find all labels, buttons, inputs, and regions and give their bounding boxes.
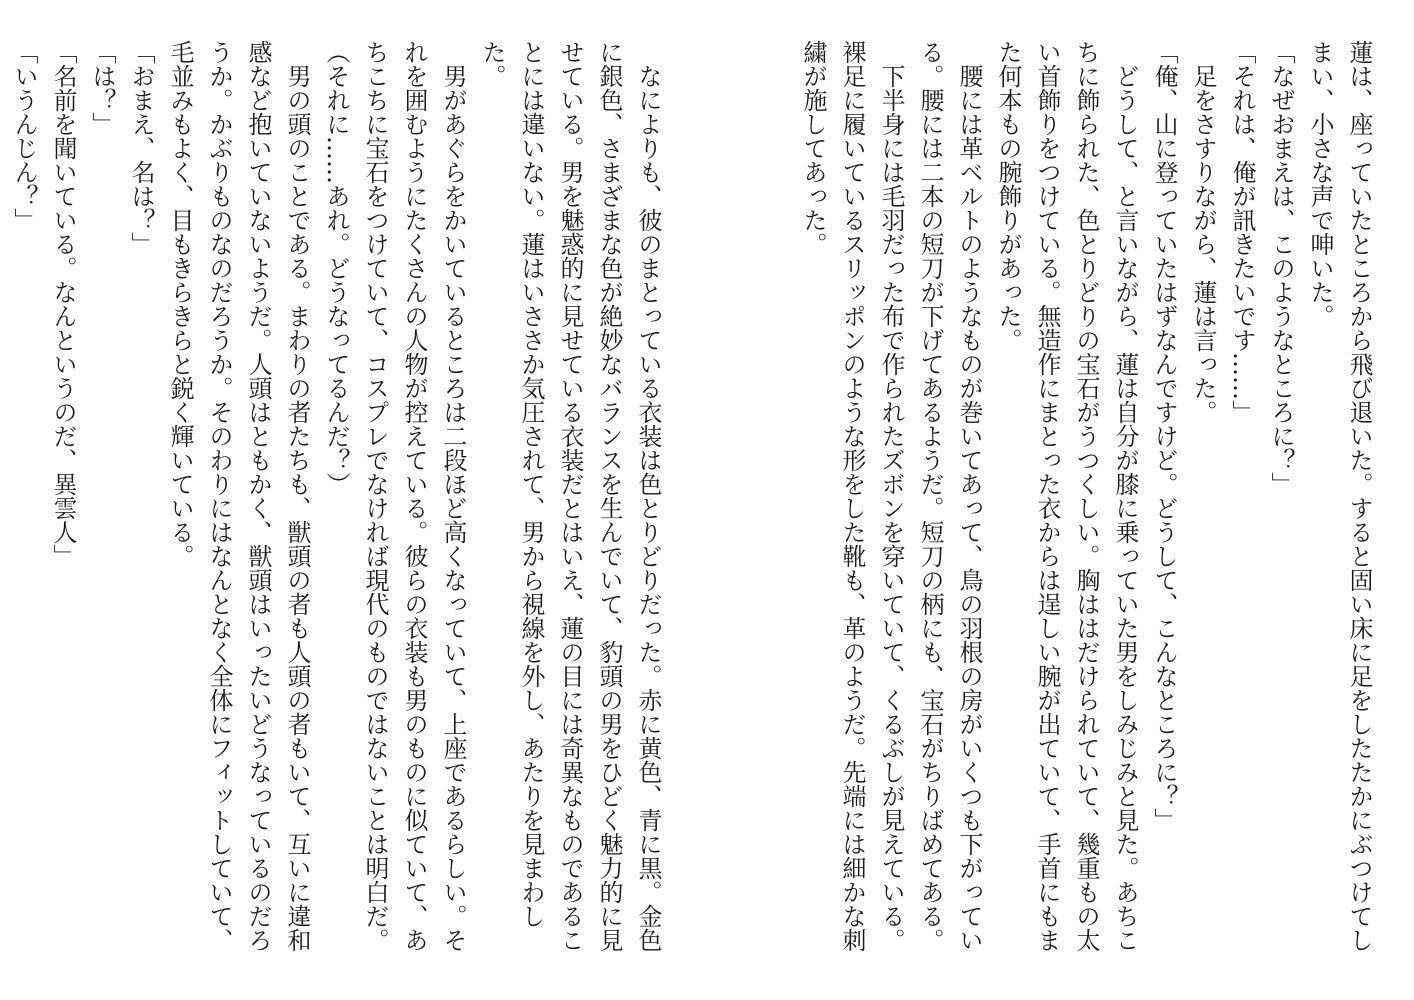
- dialogue-line: 「俺、山に登っていたはずなんですけど。どうして、こんなところに？」: [1150, 40, 1178, 832]
- paragraph: なによりも、彼のまとっている衣装は色とりどりだった。赤に黄色、青に黒。金色に銀色、さまざまな色が絶妙なバランスを生んでいて、豹頭の男をひどく魅力的に見せている。男を魅惑的に見せている衣装だとはいえ、蓮の目には奇異なものであることには違いない。蓮はいささか気圧されて、男から視線を外し、あたりを見まわした。: [478, 40, 662, 952]
- left-page: [10, 40, 667, 970]
- dialogue-line: 「いうんじん？」: [10, 40, 38, 232]
- paragraph: 下半身には毛羽だった布で作られたズボンを穿いていて、くるぶしが見えている。裸足に履いているスリッポンのような形をした靴も、革のようだ。先端には細かな刺繍が施してあった。: [799, 40, 905, 952]
- dialogue-line: 「は？」: [88, 40, 116, 136]
- paragraph: 男があぐらをかいているところは二段ほど高くなっていて、上座であるらしい。それを囲むようにたくさんの人物が控えている。彼らの衣装も男のものに似ていて、あちこちに宝石をつけていて、コスプレでなければ現代のものではないことは明白だ。: [361, 40, 467, 952]
- paragraph: 蓮は、座っていたところから飛び退いた。すると固い床に足をしたたかにぶつけてしまい、小さな声で呻いた。: [1306, 40, 1373, 952]
- dialogue-line: 「名前を聞いている。なんというのだ、異雲人」: [49, 40, 77, 568]
- thought-line: （それに……あれ。どうなってるんだ？）: [322, 40, 350, 496]
- dialogue-line: 「おまえ、名は？」: [127, 40, 155, 256]
- paragraph: 足をさすりながら、蓮は言った。: [1189, 64, 1217, 424]
- right-page: [738, 40, 1378, 970]
- paragraph: 腰には革ベルトのようなものが巻いてあって、鳥の羽根の房がいくつも下がっている。腰には二本の短刀が下げてあるようだ。短刀の柄にも、宝石がちりばめてある。: [916, 40, 983, 952]
- dialogue-line: 「それは、俺が訊きたいです……」: [1228, 40, 1256, 424]
- paragraph: どうして、と言いながら、蓮は自分が膝に乗っていた男をしみじみと見た。あちこちに飾られた、色とりどりの宝石がうつくしい。胸ははだけられていて、幾重もの太い首飾りをつけている。無造作にまとった衣からは逞しい腕が出ていて、手首にもまた何本もの腕飾りがあった。: [994, 40, 1139, 952]
- paragraph: 男の頭のことである。まわりの者たちも、獣頭の者も人頭の者もいて、互いに違和感など抱いていないようだ。人頭はともかく、獣頭はいったいどうなっているのだろうか。かぶりものなのだろうか。そのわりにはなんとなく全体にフィットしていて、毛並みもよく、目もきらきらと鋭く輝いている。: [166, 40, 311, 952]
- dialogue-line: 「なぜおまえは、このようなところに？」: [1267, 40, 1295, 496]
